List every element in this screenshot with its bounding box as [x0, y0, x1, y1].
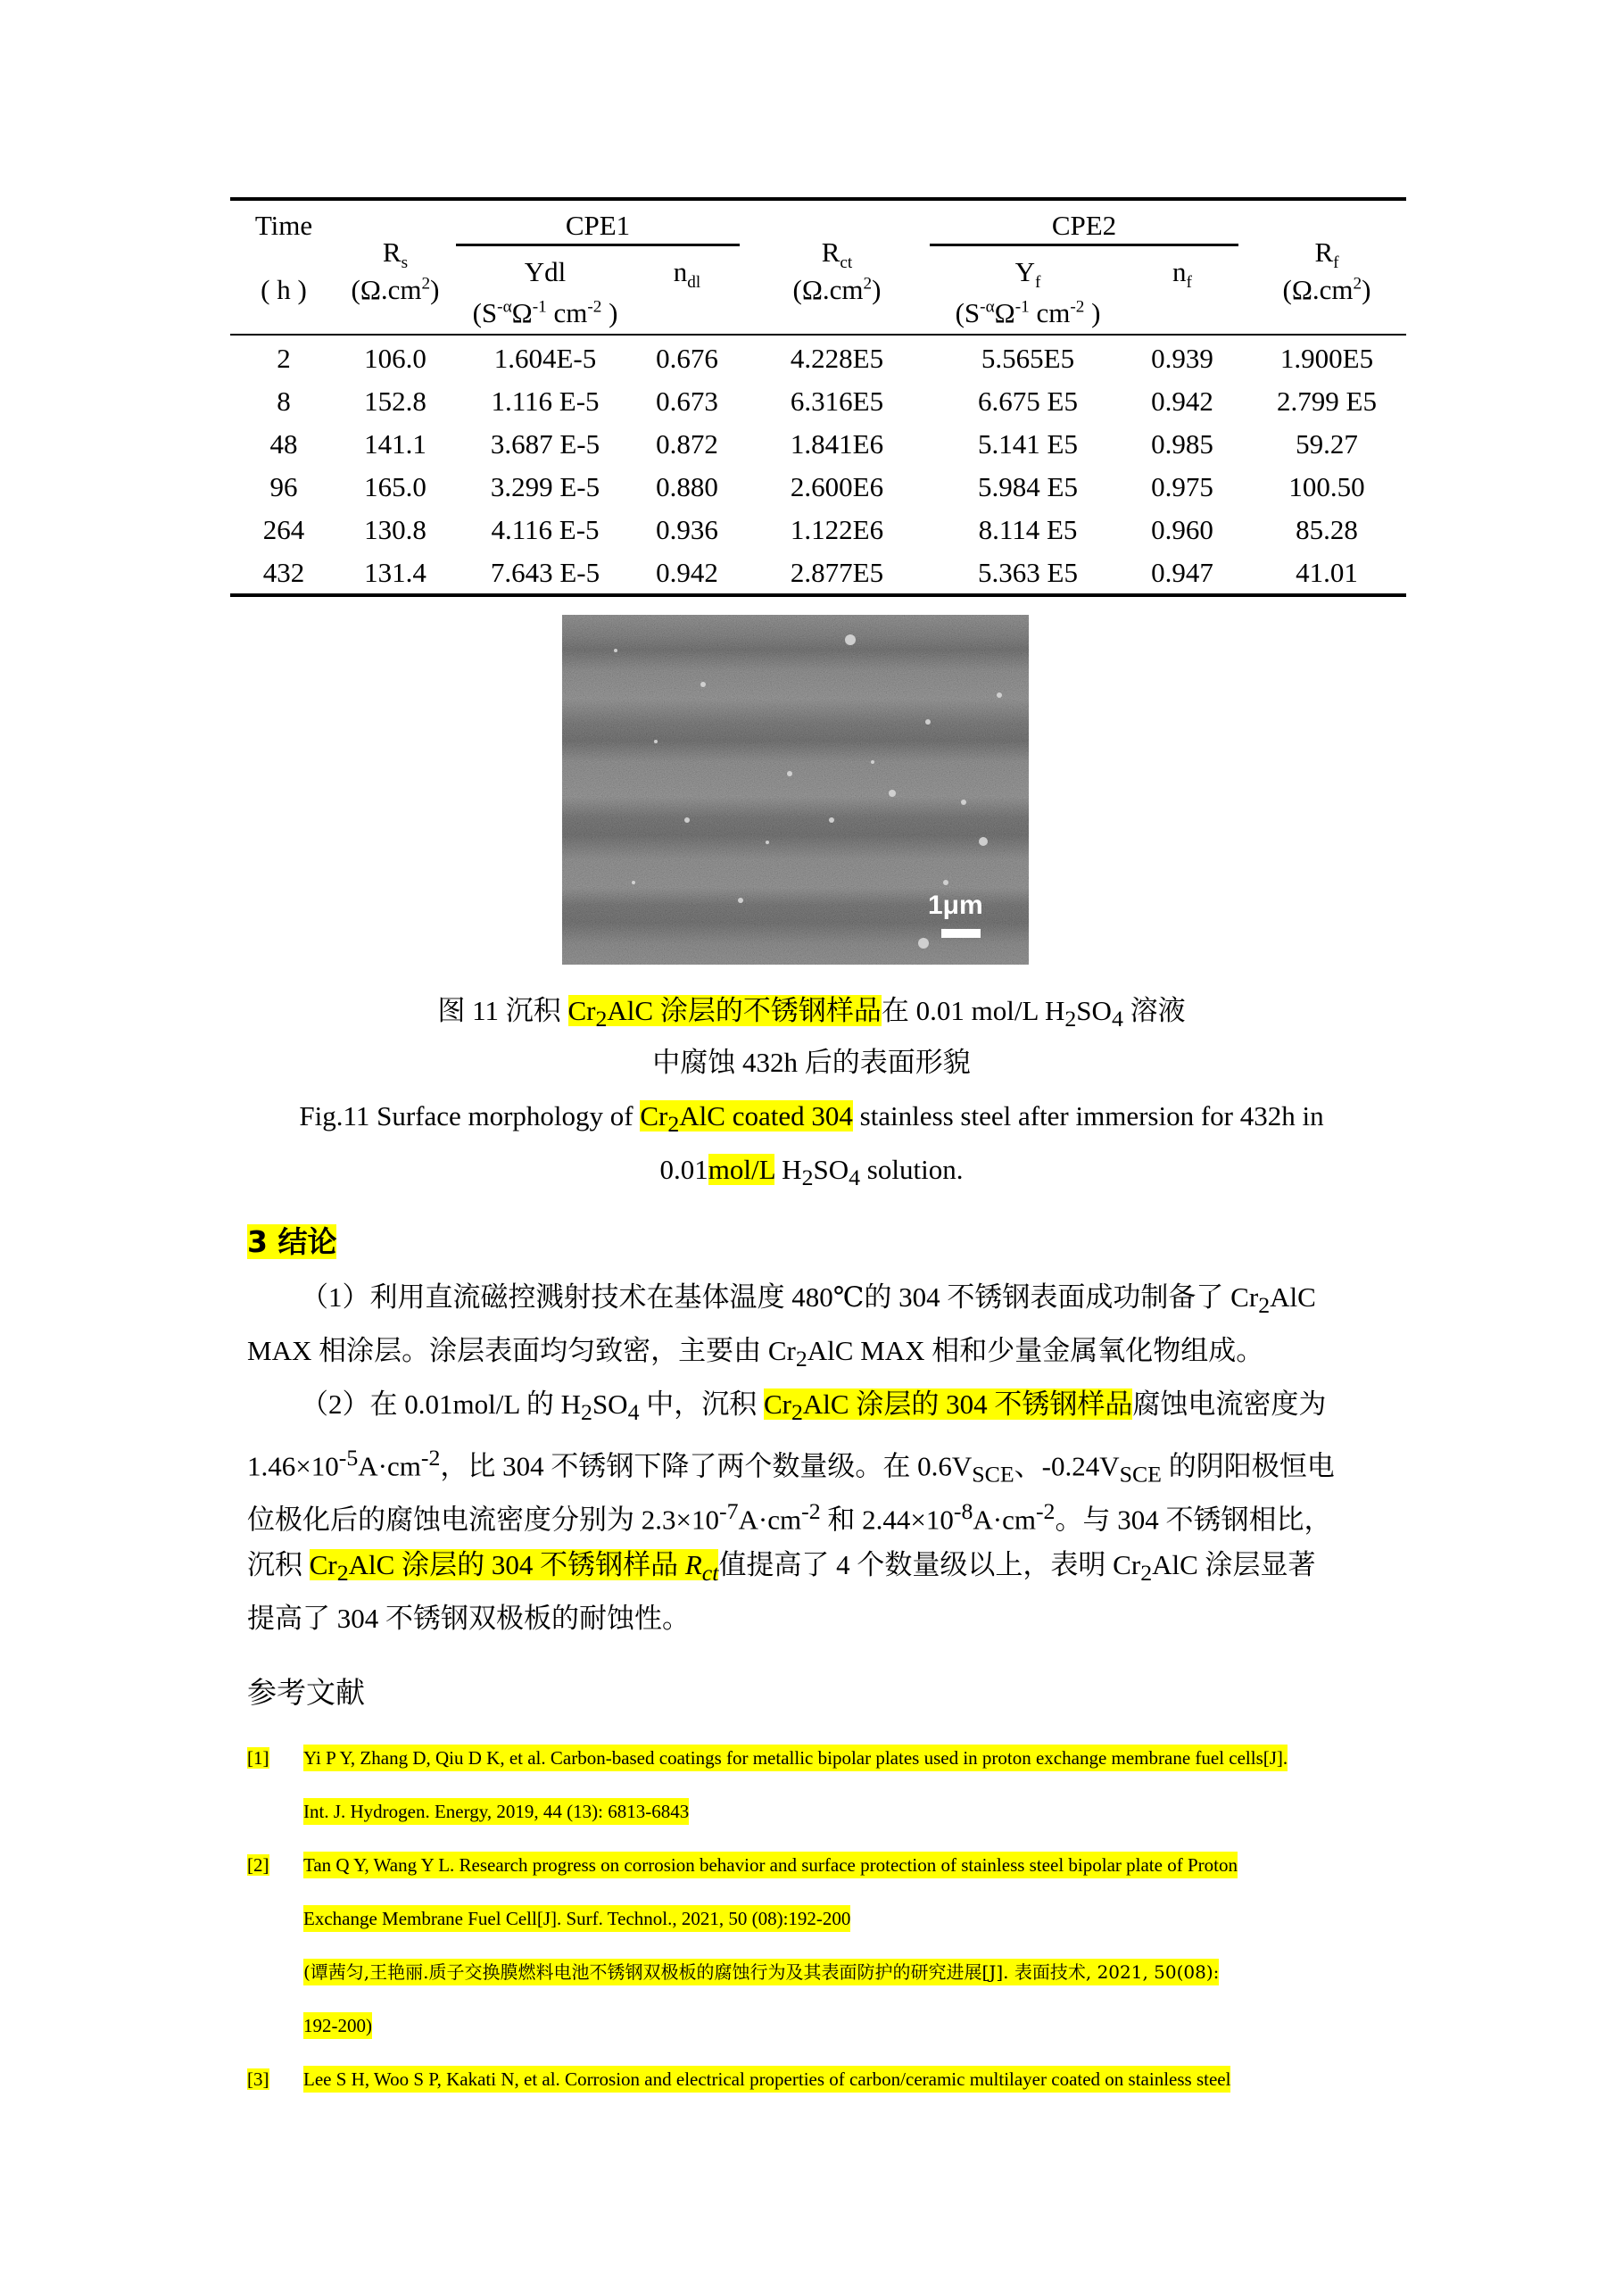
- header-rf-unit: $(\Omega.cm^2)$: [1282, 274, 1371, 305]
- paragraph-2-line-4: 沉积 $Cr_2AlC$ 涂层的 304 不锈钢样品 $R_{ct}$值提高了 4 个数量级以上，表明 $Cr_2AlC$ 涂层显著: [247, 1549, 1316, 1587]
- table-cell-yf: 5.984 E5: [978, 471, 1078, 502]
- table-cell-nf: 0.960: [1151, 514, 1213, 545]
- header-yf: $Y_f$: [1014, 256, 1041, 293]
- table-cell-rs: 130.8: [364, 514, 426, 545]
- table-cell-yf: 6.675 E5: [978, 385, 1078, 417]
- table-cell-rf: 41.01: [1296, 557, 1358, 588]
- table-cell-rct: 4.228E5: [790, 343, 884, 374]
- paragraph-2-line-1: （2）在 0.01mol/L 的 $H_2SO_4$ 中，沉积 $Cr_2AlC$ 涂层的 304 不锈钢样品腐蚀电流密度为: [301, 1388, 1327, 1426]
- table-cell-rf: 59.27: [1296, 428, 1358, 460]
- table-cell-ndl: 0.676: [656, 343, 718, 374]
- table-cell-rs: 141.1: [364, 428, 426, 460]
- header-ydl: Ydl: [524, 256, 567, 287]
- header-nf: $n_f$: [1172, 256, 1192, 293]
- figure-caption-cn-line2: 中腐蚀 432h 后的表面形貌: [652, 1047, 971, 1078]
- reference-1-line-1: Yi P Y, Zhang D, Qiu D K, et al. Carbon-based coatings for metallic bipolar plates used in proton exchange membrane fuel cells[J].: [303, 1743, 1288, 1773]
- table-cell-time: 432: [262, 557, 305, 588]
- table-cell-ndl: 0.936: [656, 514, 718, 545]
- table-cell-ydl: 3.687 E-5: [490, 428, 600, 460]
- table-cell-ndl: 0.880: [656, 471, 718, 502]
- header-yf-unit: ($S^{-\alpha}\Omega^{-1}$ $cm^{-2}$ ): [955, 297, 1101, 328]
- paragraph-1-line-2: MAX 相涂层。涂层表面均匀致密，主要由 $Cr_2AlC$ MAX 相和少量金属氧化物组成。: [247, 1335, 1264, 1372]
- table-cell-yf: 5.363 E5: [978, 557, 1078, 588]
- reference-3-number: [3]: [247, 2068, 269, 2090]
- figure-caption-en-line2: 0.01mol/L $H_2SO_4$ solution.: [659, 1154, 964, 1191]
- section-heading: 3 结论: [247, 1224, 337, 1259]
- table-cell-ydl: 1.116 E-5: [491, 385, 600, 417]
- header-rs: $R_s$: [382, 236, 409, 273]
- reference-2-line-4: 192-200): [303, 2010, 372, 2041]
- paragraph-2-line-2: $1.46\times 10^{-5}A\cdot cm^{-2}$，比 304 不锈钢下降了两个数量级。在 $0.6V_{SCE}$、$-0.24V_{SCE}$ 的阴阳极恒电: [247, 1445, 1335, 1488]
- header-cpe1: CPE1: [565, 210, 631, 241]
- reference-2-line-2: Exchange Membrane Fuel Cell[J]. Surf. Technol., 2021, 50 (08):192-200: [303, 1903, 850, 1934]
- table-cell-ydl: 1.604E-5: [493, 343, 597, 374]
- caption-highlight: $Cr_2AlC$ 涂层的不锈钢样品: [567, 995, 882, 1032]
- table-cell-ydl: 4.116 E-5: [491, 514, 600, 545]
- table-cell-rs: 152.8: [364, 385, 426, 417]
- table-cell-rs: 131.4: [364, 557, 426, 588]
- header-ydl-unit: ($S^{-\alpha}\Omega^{-1}$ $cm^{-2}$ ): [472, 297, 618, 328]
- table-cell-rct: 2.600E6: [790, 471, 884, 502]
- header-cpe2: CPE2: [1051, 210, 1117, 241]
- table-header-rule: [230, 334, 1406, 336]
- paragraph-2-line-3: 位极化后的腐蚀电流密度分别为 $2.3\times 10^{-7}A\cdot cm^{-2}$ 和 $2.44\times 10^{-8}A\cdot cm^{-2}$。与 304 不锈钢相比，: [247, 1498, 1332, 1536]
- cpe1-group-rule: [456, 244, 740, 246]
- scale-bar: [941, 929, 981, 938]
- table-cell-time: 2: [277, 343, 291, 374]
- scale-bar-label: 1μm: [928, 891, 983, 920]
- reference-1-number: [1]: [247, 1747, 269, 1769]
- table-bottom-rule: [230, 593, 1406, 597]
- table-cell-rct: 1.841E6: [790, 428, 884, 460]
- table-cell-ndl: 0.872: [656, 428, 718, 460]
- table-cell-rf: 85.28: [1296, 514, 1358, 545]
- table-cell-rf: 1.900E5: [1279, 343, 1374, 374]
- references-heading: 参考文献: [247, 1675, 365, 1710]
- table-cell-rf: 100.50: [1288, 471, 1365, 502]
- reference-2-line-1: Tan Q Y, Wang Y L. Research progress on corrosion behavior and surface protection of stainless steel bipolar plate of Proton: [303, 1850, 1238, 1880]
- caption-highlight: $Cr_2AlC$ coated 304: [640, 1100, 853, 1138]
- table-cell-nf: 0.947: [1151, 557, 1213, 588]
- reference-2-number: [2]: [247, 1854, 269, 1876]
- header-ndl: $n_{dl}$: [673, 256, 701, 293]
- table-cell-yf: 5.565E5: [981, 343, 1075, 374]
- figure-caption-en-line1: Fig.11 Surface morphology of $Cr_2AlC$ coated 304 stainless steel after immersion for 432h in: [299, 1100, 1324, 1138]
- paragraph-1-line-1: （1）利用直流磁控溅射技术在基体温度 480℃的 304 不锈钢表面成功制备了 $Cr_2AlC$: [301, 1281, 1316, 1319]
- table-cell-yf: 5.141 E5: [978, 428, 1078, 460]
- sem-micrograph: [562, 615, 1029, 965]
- table-cell-rct: 2.877E5: [790, 557, 884, 588]
- table-cell-rf: 2.799 E5: [1277, 385, 1377, 417]
- reference-3-line-1: Lee S H, Woo S P, Kakati N, et al. Corrosion and electrical properties of carbon/ceramic multilayer coated on stainless steel: [303, 2064, 1230, 2094]
- paragraph-2-line-5: 提高了 304 不锈钢双极板的耐蚀性。: [247, 1603, 690, 1634]
- header-time: Time: [254, 210, 313, 241]
- header-rct-unit: $(\Omega.cm^2)$: [792, 274, 882, 305]
- cpe2-group-rule: [930, 244, 1238, 246]
- reference-2-line-3: (谭茜匀,王艳丽.质子交换膜燃料电池不锈钢双极板的腐蚀行为及其表面防护的研究进展[J]. 表面技术, 2021, 50(08):: [303, 1957, 1219, 1987]
- text-highlight: $Cr_2AlC$ 涂层的 304 不锈钢样品: [764, 1388, 1133, 1426]
- table-cell-rs: 106.0: [364, 343, 426, 374]
- header-rs-unit: $(\Omega.cm^2)$: [351, 274, 440, 305]
- header-rf: $R_f$: [1314, 236, 1339, 273]
- table-cell-ndl: 0.942: [656, 557, 718, 588]
- text-highlight: $Cr_2AlC$ 涂层的 304 不锈钢样品 $R_{ct}$: [309, 1549, 719, 1587]
- table-cell-rct: 6.316E5: [790, 385, 884, 417]
- table-cell-nf: 0.939: [1151, 343, 1213, 374]
- caption-highlight: mol/L: [708, 1154, 775, 1185]
- table-cell-time: 48: [269, 428, 298, 460]
- header-rct: $R_{ct}$: [821, 236, 853, 273]
- table-cell-ydl: 7.643 E-5: [490, 557, 600, 588]
- table-cell-yf: 8.114 E5: [978, 514, 1078, 545]
- table-cell-rct: 1.122E6: [790, 514, 884, 545]
- figure-caption-cn-line1: 图 11 沉积 $Cr_2AlC$ 涂层的不锈钢样品在 0.01 mol/L $H_2SO_4$ 溶液: [437, 995, 1186, 1032]
- table-cell-time: 96: [269, 471, 298, 502]
- table-cell-time: 264: [262, 514, 305, 545]
- reference-1-line-2: Int. J. Hydrogen. Energy, 2019, 44 (13): 6813-6843: [303, 1796, 689, 1827]
- table-cell-ndl: 0.673: [656, 385, 718, 417]
- table-cell-ydl: 3.299 E-5: [490, 471, 600, 502]
- table-cell-time: 8: [277, 385, 291, 417]
- table-cell-nf: 0.985: [1151, 428, 1213, 460]
- table-top-rule: [230, 197, 1406, 201]
- table-cell-nf: 0.975: [1151, 471, 1213, 502]
- table-cell-nf: 0.942: [1151, 385, 1213, 417]
- table-cell-rs: 165.0: [364, 471, 426, 502]
- header-time-unit: ( h ): [261, 274, 307, 305]
